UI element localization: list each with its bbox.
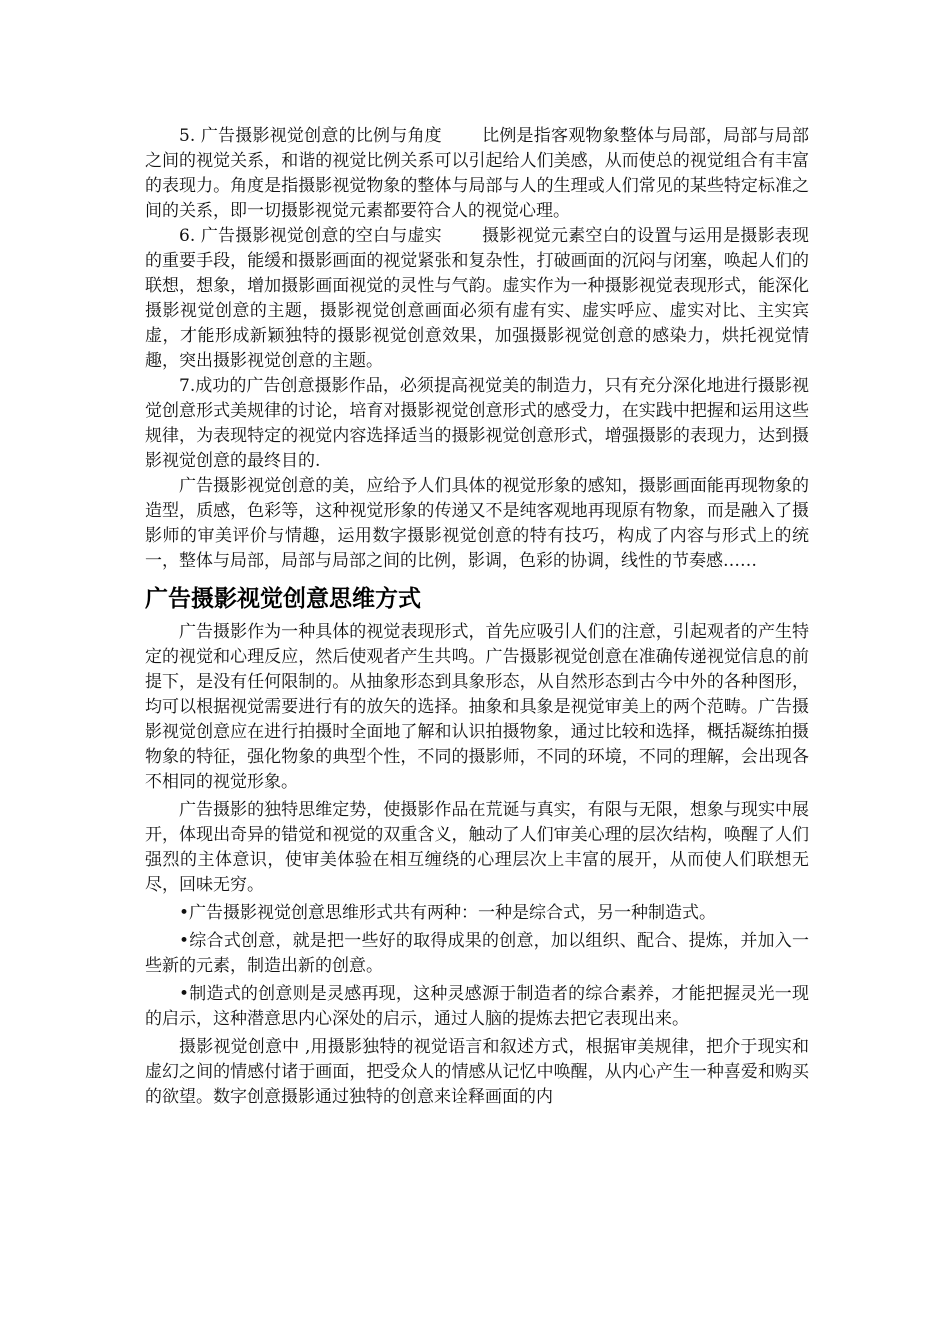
paragraph-unique-thinking: 广告摄影的独特思维定势，使摄影作品在荒诞与真实，有限与无限，想象与现实中展开，体现出奇异的错觉和视觉的双重含义，触动了人们审美心理的层次结构，唤醒了人们强烈的主体意识，使审美体验在相互缠绕的心理层次上丰富的展开，从而使人们联想无尽，回味无穷。 (145, 800, 809, 895)
paragraph-blank-void (145, 224, 809, 374)
section-body-blank-void: 摄影视觉元素空白的设置与运用是摄影表现的重要手段，能缓和摄影画面的视觉紧张和复杂性，打破画面的沉闷与闭塞，唤起人们的联想，想象，增加摄影画面视觉的灵性与气韵。虚实作为一种摄影视觉表现形式，能深化摄影视觉创意的主题，摄影视觉创意画面必须有虚有实、虚实呼应、虚实对比、主实宾虚，才能形成新颖独特的摄影视觉创意效果，加强摄影视觉创意的感染力，烘托视觉情趣，突出摄影视觉创意的主题。 (145, 226, 810, 371)
document-page (145, 124, 809, 1110)
bullet-two-forms: •广告摄影视觉创意思维形式共有两种：一种是综合式，另一种制造式。 (179, 903, 717, 923)
section-title-blank-void: 6. 广告摄影视觉创意的空白与虚实 (179, 226, 442, 246)
section-body-proportion-angle: 比例是指客观物象整体与局部，局部与局部之间的视觉关系，和谐的视觉比例关系可以引起给人们美感，从而使总的视觉组合有丰富的表现力。角度是指摄影视觉物象的整体与局部与人的生理或人们常见的某些特定标准之间的关系，即一切摄影视觉元素都要符合人的视觉心理。 (145, 126, 810, 221)
bullet-manufactured-creativity: •制造式的创意则是灵感再现，这种灵感源于制造者的综合素养，才能把握灵光一现的启示，这种潜意思内心深处的启示，通过人脑的提炼去把它表现出来。 (145, 984, 809, 1029)
paragraph-successful-works: 7.成功的广告创意摄影作品，必须提高视觉美的制造力，只有充分深化地进行摄影视觉创意形式美规律的讨论，培育对摄影视觉创意形式的感受力，在实践中把握和运用这些规律，为表现特定的视觉内容选择适当的摄影视觉创意形式，增强摄影的表现力，达到摄影视觉创意的最终目的. (145, 376, 809, 471)
bullet-synthetic-creativity: •综合式创意，就是把一些好的取得成果的创意，加以组织、配合、提炼，并加入一些新的元素，制造出新的创意。 (145, 931, 809, 976)
paragraph-visual-expression: 广告摄影作为一种具体的视觉表现形式，首先应吸引人们的注意，引起观者的产生特定的视觉和心理反应，然后使观者产生共鸣。广告摄影视觉创意在准确传递视觉信息的前提下，是没有任何限制的。从抽象形态到具象形态，从自然形态到古今中外的各种图形，均可以根据视觉需要进行有的放矢的选择。抽象和具象是视觉审美上的两个范畴。广告摄影视觉创意应在进行拍摄时全面地了解和认识拍摄物象，通过比较和选择，概括凝练拍摄物象的特征，强化物象的典型个性，不同的摄影师，不同的环境，不同的理解，会出现各不相同的视觉形象。 (145, 622, 809, 792)
section-heading-thinking-modes: 广告摄影视觉创意思维方式 (145, 586, 421, 612)
paragraph-proportion-angle (145, 124, 809, 224)
paragraph-visual-beauty: 广告摄影视觉创意的美，应给予人们具体的视觉形象的感知，摄影画面能再现物象的造型，质感，色彩等，这种视觉形象的传递又不是纯客观地再现原有物象，而是融入了摄影师的审美评价与情趣，运用数字摄影视觉创意的特有技巧，构成了内容与形式上的统一，整体与局部，局部与局部之间的比例，影调，色彩的协调，线性的节奏感…… (145, 476, 809, 571)
section-title-proportion-angle: 5. 广告摄影视觉创意的比例与角度 (179, 126, 442, 146)
paragraph-visual-language: 摄影视觉创意中 ,用摄影独特的视觉语言和叙述方式，根据审美规律，把介于现实和虚幻之间的情感付诸于画面，把受众人的情感从记忆中唤醒，从内心产生一种喜爱和购买的欲望。数字创意摄影通过独特的创意来诠释画面的内 (145, 1037, 809, 1107)
